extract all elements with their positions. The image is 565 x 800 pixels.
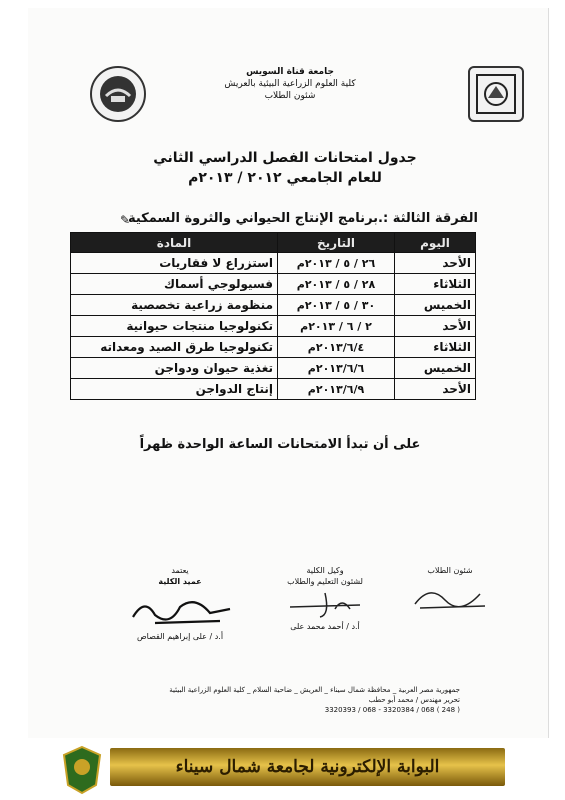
sig-name: أ.د / على إبراهيم القصاص <box>136 632 224 641</box>
row-day: الخميس <box>395 295 476 316</box>
footer-phones: ( 248 ) 068 / 3320384 - 068 / 3320393 <box>324 706 460 714</box>
sig-name: أ.د / أحمد محمد على <box>290 622 360 631</box>
row-subject: فسيولوجي أسماك <box>71 274 278 295</box>
faculty-logo-icon <box>90 66 146 122</box>
table-row <box>71 379 476 400</box>
department-name: شئون الطلاب <box>264 91 316 101</box>
table-row <box>71 274 476 295</box>
header-date: التاريخ <box>278 233 395 253</box>
table-row <box>71 316 476 337</box>
row-day: الخميس <box>395 358 476 379</box>
row-date: ٢٠١٣/٦/٩م <box>278 379 395 400</box>
row-day: الأحد <box>395 316 476 337</box>
row-subject: تغذية حيوان ودواجن <box>71 358 278 379</box>
row-subject: تكنولوجيا منتجات حيوانية <box>71 316 278 337</box>
handwritten-signature-icon <box>125 587 235 631</box>
row-subject: إنتاج الدواجن <box>71 379 278 400</box>
row-day: الأحد <box>395 379 476 400</box>
sig-approve: يعتمد <box>171 566 189 575</box>
row-date: ٢٠١٣/٦/٦م <box>278 358 395 379</box>
footer-address: جمهورية مصر العربية _ محافظة شمال سيناء _ العريش _ ضاحية السلام _ كلية العلوم الزراعية البيئية <box>169 686 460 694</box>
header-subject: المادة <box>71 233 278 253</box>
exam-time-note: على أن تبدأ الامتحانات الساعة الواحدة ظهراً <box>139 437 421 452</box>
exam-schedule-table <box>70 232 476 400</box>
row-date: ٢ / ٦ / ٢٠١٣م <box>278 316 395 337</box>
row-day: الثلاثاء <box>395 274 476 295</box>
handwritten-signature-icon <box>410 576 490 616</box>
table-row <box>71 358 476 379</box>
portal-banner-text: البوابة الإلكترونية لجامعة شمال سيناء <box>110 748 505 786</box>
university-seal-icon <box>468 66 524 122</box>
signature-students-affairs <box>405 565 495 616</box>
row-date: ٢٦ / ٥ / ٢٠١٣م <box>278 253 395 274</box>
university-name: جامعة قناة السويس <box>246 67 334 77</box>
program-heading: الفرقة الثالثة :.برنامج الإنتاج الحيواني والثروة السمكية <box>127 211 478 226</box>
university-emblem-icon <box>60 745 104 795</box>
row-subject: استزراع لا فقاريات <box>71 253 278 274</box>
letterhead <box>150 66 430 102</box>
table-row <box>71 337 476 358</box>
faculty-name: كلية العلوم الزراعية البيئية بالعريش <box>224 79 356 89</box>
header-day: اليوم <box>395 233 476 253</box>
row-subject: تكنولوجيا طرق الصيد ومعداته <box>71 337 278 358</box>
title-line-2: للعام الجامعي ٢٠١٢ / ٢٠١٣م <box>188 170 382 186</box>
document-footer <box>100 685 460 715</box>
row-date: ٢٠١٣/٦/٤م <box>278 337 395 358</box>
table-header-row <box>71 233 476 253</box>
title-line-1: جدول امتحانات الفصل الدراسي الثاني <box>153 150 417 166</box>
row-day: الثلاثاء <box>395 337 476 358</box>
handwritten-signature-icon <box>280 587 370 621</box>
table-row <box>71 253 476 274</box>
row-day: الأحد <box>395 253 476 274</box>
row-subject: منظومة زراعية تخصصية <box>71 295 278 316</box>
signature-dean <box>120 565 240 642</box>
row-date: ٢٨ / ٥ / ٢٠١٣م <box>278 274 395 295</box>
row-date: ٣٠ / ٥ / ٢٠١٣م <box>278 295 395 316</box>
sig-title: وكيل الكلية <box>306 566 344 575</box>
pen-icon: ✎ <box>120 213 131 227</box>
signature-vice-dean <box>270 565 380 632</box>
sig-title: عميد الكلية <box>158 577 202 586</box>
page-title <box>150 148 420 188</box>
footer-editor: تحرير مهندس / محمد أبو حطب <box>368 696 460 704</box>
table-row <box>71 295 476 316</box>
sig-subtitle: لشئون التعليم والطلاب <box>287 577 363 586</box>
sig-title: شئون الطلاب <box>427 566 473 575</box>
